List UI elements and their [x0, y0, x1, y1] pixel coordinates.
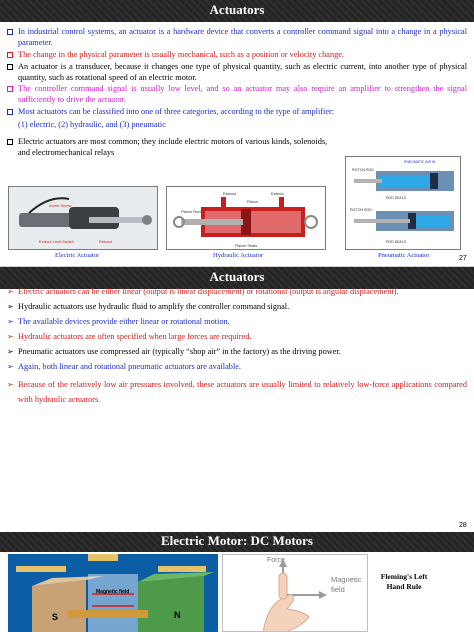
- bullet-item: ➢ Pneumatic actuators use compressed air (typically “shop air” in the factory) as the driving power.: [7, 347, 341, 356]
- slide-title: Actuators: [209, 269, 265, 284]
- arrow-bullet-icon: ➢: [7, 287, 14, 296]
- bullet-item: ➢ Hydraulic actuators use hydraulic fluid to amplify the controller command signal.: [7, 302, 290, 311]
- bullet-item: Electric actuators are most common; they include electric motors of various kinds, solenoids, and electromechanical relays: [7, 137, 337, 158]
- bullet-item: ➢ Hydraulic actuators are often specified when large forces are required.: [7, 332, 252, 341]
- arrow-bullet-icon: ➢: [7, 302, 14, 311]
- hydraulic-actuator-image: [166, 186, 326, 250]
- electric-actuator-caption: Electric Actuator: [55, 252, 100, 259]
- slide-title-bar: [0, 267, 474, 289]
- svg-text:Piston: Piston: [247, 199, 259, 204]
- bullet-subitem: (1) electric, (2) hydraulic, and (3) pneumatic: [18, 120, 166, 129]
- square-bullet-icon: [7, 50, 17, 62]
- bullet-item: An actuator is a transducer, because it changes one type of physical quantity, such as electric current, into another type of physical quantity, such as rotational speed of an electric motor.: [7, 62, 467, 83]
- svg-text:ROD SEALS: ROD SEALS: [386, 196, 407, 200]
- page-number: 28: [459, 522, 467, 529]
- svg-text:Piston Seals: Piston Seals: [235, 243, 258, 248]
- slide-title-bar: [0, 0, 474, 22]
- svg-text:PNEUMATIC AIR IN: PNEUMATIC AIR IN: [404, 160, 436, 164]
- svg-text:Piston Rod: Piston Rod: [181, 209, 201, 214]
- electric-actuator-image: [8, 186, 158, 250]
- force-label: Force: [267, 557, 285, 564]
- svg-text:PISTON ROD: PISTON ROD: [352, 168, 374, 172]
- dc-motor-image: [8, 554, 218, 632]
- bullet-item: The change in the physical parameter is usually mechanical, such as a position or velocity change.: [7, 50, 467, 61]
- arrow-bullet-icon: ➢: [7, 347, 14, 356]
- square-bullet-icon: [7, 62, 17, 74]
- svg-text:Retract: Retract: [99, 239, 112, 244]
- slide-title: Actuators: [209, 2, 265, 17]
- bullet-item: In industrial control systems, an actuator is a hardware device that converts a controller command signal into a change in a physical parameter.: [7, 27, 467, 48]
- magnetic-field-hand-label: Magnetic field: [331, 575, 362, 594]
- page-number: 27: [459, 255, 467, 262]
- bullet-item: Most actuators can be classified into one of three categories, according to the type of amplifier:: [7, 107, 467, 118]
- square-bullet-icon: [7, 107, 17, 119]
- square-bullet-icon: [7, 137, 17, 149]
- slide-actuators-2: [0, 267, 474, 532]
- fleming-left-hand-image: [222, 554, 368, 632]
- hydraulic-actuator-caption: Hydraulic Actuator: [213, 252, 263, 259]
- magnetic-field-label: Magnetic field: [96, 589, 130, 595]
- svg-text:ROD SEALS: ROD SEALS: [386, 240, 407, 244]
- svg-text:Acme Screw: Acme Screw: [49, 203, 72, 208]
- fleming-rule-caption: Fleming's Left Hand Rule: [380, 572, 428, 591]
- slide-title-bar: [0, 532, 474, 552]
- square-bullet-icon: [7, 84, 17, 96]
- slide-dc-motors: [0, 532, 474, 632]
- svg-text:PISTON ROD: PISTON ROD: [350, 208, 372, 212]
- bullet-item: ➢ Because of the relatively low air pressures involved, these actuators are usually limited to relatively low-force applications compared with hydraulic actuators.: [7, 377, 467, 407]
- bullet-item: ➢ Again, both linear and rotational pneumatic actuators are available.: [7, 362, 242, 371]
- slide-actuators-1: [0, 0, 474, 266]
- svg-text:Extend Limit Switch: Extend Limit Switch: [39, 239, 74, 244]
- bullet-item: ➢ Electric actuators can be either linear (output is linear displacement) or rotational (output is angular displacement).: [7, 287, 399, 296]
- square-bullet-icon: [7, 27, 17, 39]
- arrow-bullet-icon: ➢: [7, 362, 14, 371]
- south-pole-label: S: [52, 612, 59, 622]
- svg-text:Retract: Retract: [223, 191, 236, 196]
- bullet-item: The controller command signal is usually low level, and so an actuator may also require an amplifier to strengthen the signal sufficiently to drive the actuator.: [7, 84, 467, 105]
- arrow-bullet-icon: ➢: [7, 317, 14, 326]
- pneumatic-actuator-caption: Pneumatic Actuator: [378, 252, 430, 259]
- arrow-bullet-icon: ➢: [7, 380, 14, 389]
- svg-text:Extend: Extend: [271, 191, 284, 196]
- arrow-bullet-icon: ➢: [7, 332, 14, 341]
- bullet-item: ➢ The available devices provide either linear or rotational motion.: [7, 317, 230, 326]
- north-pole-label: N: [174, 610, 181, 620]
- slide-title: Electric Motor: DC Motors: [161, 533, 313, 548]
- pneumatic-actuator-image: [345, 156, 461, 250]
